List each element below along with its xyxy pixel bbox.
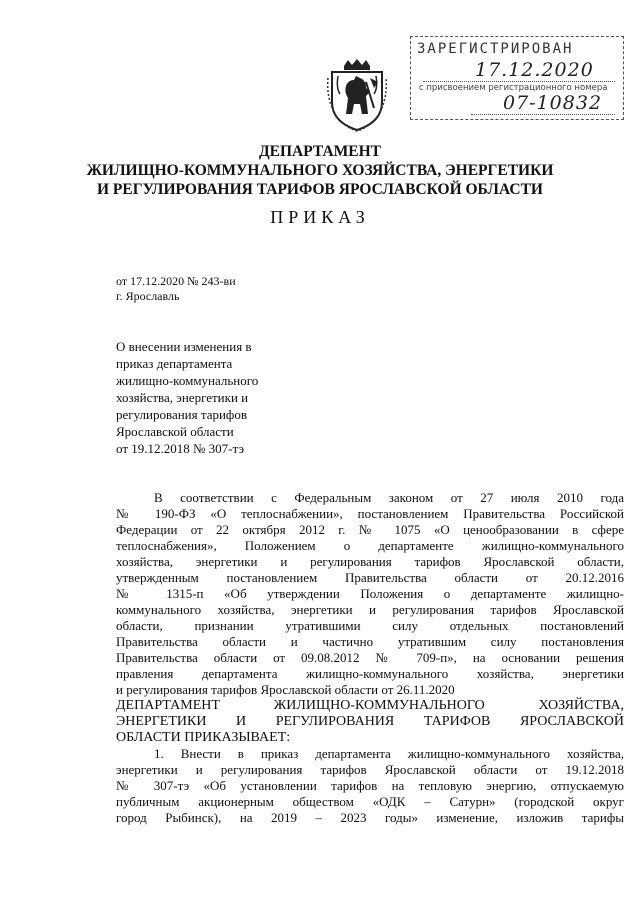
subject-line: регулирования тарифов bbox=[116, 407, 247, 422]
body-line: правления департамента жилищно-коммунального хозяйства, энергетики bbox=[116, 666, 624, 681]
body-line: хозяйства, энергетики и регулирования тарифов Ярославской области, bbox=[116, 554, 624, 569]
registration-stamp bbox=[410, 36, 624, 120]
orders-heading-line: ДЕПАРТАМЕНТ ЖИЛИЩНО-КОММУНАЛЬНОГО ХОЗЯЙСТВА, bbox=[116, 698, 624, 713]
order-body bbox=[116, 490, 624, 826]
coat-of-arms-icon bbox=[326, 58, 388, 132]
department-header-line: И РЕГУЛИРОВАНИЯ ТАРИФОВ ЯРОСЛАВСКОЙ ОБЛАСТИ bbox=[97, 181, 543, 198]
stamp-registration-number: 07-10832 bbox=[503, 92, 603, 114]
subject-line: О внесении изменения в bbox=[116, 339, 252, 354]
subject-line: Ярославской области bbox=[116, 424, 234, 439]
stamp-date: 17.12.2020 bbox=[475, 59, 594, 81]
body-line: Федерации от 22 октября 2012 г. № 1075 «О ценообразовании в сфере bbox=[116, 522, 624, 537]
body-line: 1. Внести в приказ департамента жилищно-коммунального хозяйства, bbox=[154, 746, 624, 761]
orders-heading-line: ОБЛАСТИ ПРИКАЗЫВАЕТ: bbox=[116, 730, 291, 745]
body-line: энергетики и регулирования тарифов Ярославской области от 19.12.2018 bbox=[116, 762, 624, 777]
body-line: В соответствии с Федеральным законом от 27 июля 2010 года bbox=[154, 490, 624, 505]
department-header bbox=[60, 142, 580, 199]
subject-line: от 19.12.2018 № 307-тэ bbox=[116, 441, 245, 456]
orders-heading bbox=[116, 698, 624, 746]
order-item-1 bbox=[116, 746, 624, 826]
body-line: и регулирования тарифов Ярославской области от 26.11.2020 bbox=[116, 682, 455, 697]
order-title: ПРИКАЗ bbox=[270, 207, 370, 227]
body-line: публичным акционерным обществом «ОДК – Сатурн» (городской округ bbox=[116, 794, 624, 809]
subject-line: приказ департамента bbox=[116, 356, 233, 371]
stamp-divider bbox=[423, 81, 615, 82]
preamble-paragraph bbox=[116, 490, 624, 698]
body-line: Правительства области и частично утратившим силу постановления bbox=[116, 634, 624, 649]
stamp-divider bbox=[471, 114, 615, 115]
subject-line: жилищно-коммунального bbox=[116, 373, 259, 388]
department-header-line: ЖИЛИЩНО-КОММУНАЛЬНОГО ХОЗЯЙСТВА, ЭНЕРГЕТИКИ bbox=[86, 162, 554, 179]
orders-heading-line: ЭНЕРГЕТИКИ И РЕГУЛИРОВАНИЯ ТАРИФОВ ЯРОСЛАВСКОЙ bbox=[116, 714, 624, 729]
stamp-note: с присвоением регистрационного номера bbox=[419, 83, 608, 93]
order-subject bbox=[116, 338, 316, 457]
order-date-number: от 17.12.2020 № 243-ви bbox=[116, 274, 236, 288]
body-line: теплоснабжения», Положением о департаменте жилищно-коммунального bbox=[116, 538, 624, 553]
stamp-title: ЗАРЕГИСТРИРОВАН bbox=[417, 41, 574, 57]
department-header-line: ДЕПАРТАМЕНТ bbox=[258, 143, 382, 160]
subject-line: хозяйства, энергетики и bbox=[116, 390, 249, 405]
order-city: г. Ярославль bbox=[116, 289, 180, 303]
body-line: город Рыбинск), на 2019 – 2023 годы» изменение, изложив тарифы bbox=[116, 810, 624, 825]
body-line: № 1315-п «Об утверждении Положения о департаменте жилищно- bbox=[116, 586, 624, 601]
body-line: утвержденным постановлением Правительства области от 20.12.2016 bbox=[116, 570, 624, 585]
body-line: области, признании утратившими силу отдельных постановлений bbox=[116, 618, 624, 633]
body-line: Правительства области от 09.08.2012 № 709-п», на основании решения bbox=[116, 650, 624, 665]
body-line: № 190-ФЗ «О теплоснабжении», постановлением Правительства Российской bbox=[116, 506, 624, 521]
body-line: коммунального хозяйства, энергетики и регулирования тарифов Ярославской bbox=[116, 602, 624, 617]
order-meta bbox=[116, 274, 236, 304]
body-line: № 307-тэ «Об установлении тарифов на тепловую энергию, отпускаемую bbox=[116, 778, 624, 793]
